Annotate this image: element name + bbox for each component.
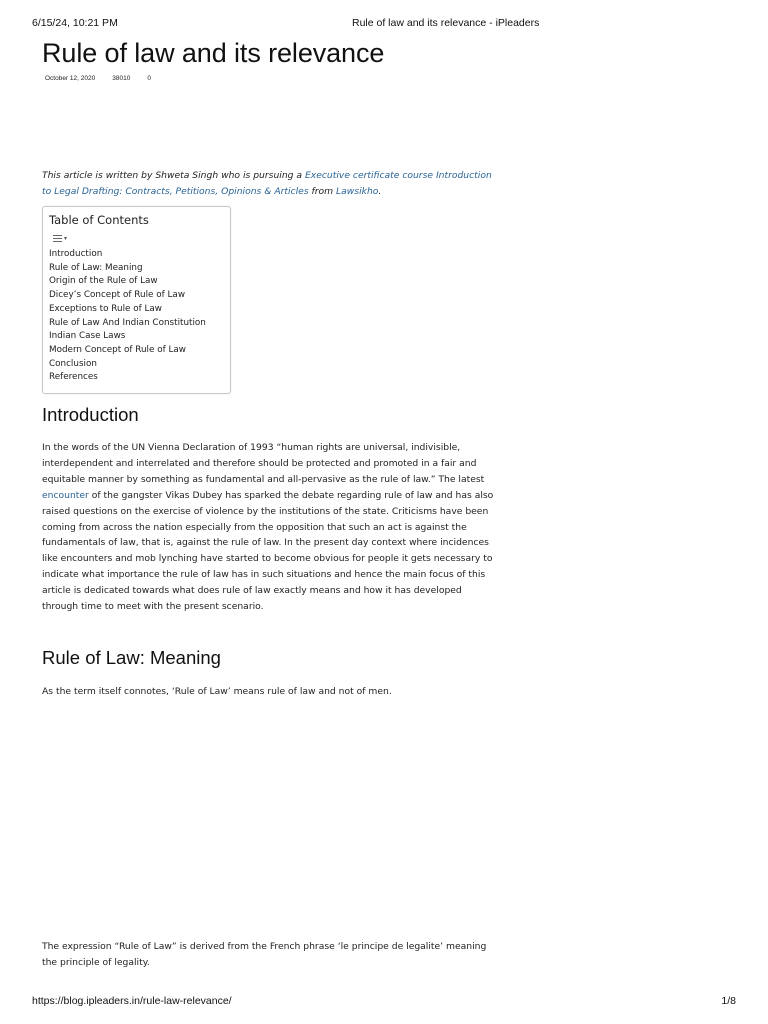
article-title: Rule of law and its relevance [42,38,385,68]
toc-item-references[interactable]: References [49,372,98,383]
legality-paragraph: The expression “Rule of Law” is derived from the French phrase ‘le principe de legalite’ meaning the principle of legality. [42,941,487,968]
introduction-heading: Introduction [42,404,139,425]
toc-title: Table of Contents [49,213,149,227]
toc-item-case-laws[interactable]: Indian Case Laws [49,331,126,342]
lawsikho-link[interactable]: Lawsikho [336,185,379,197]
author-note-suffix: . [378,185,382,197]
list-icon [53,235,62,242]
chevron-down-icon: ▾ [64,235,68,242]
toc-toggle-button[interactable] [53,235,67,242]
meaning-heading: Rule of Law: Meaning [42,647,221,668]
toc-item-indian-constitution[interactable]: Rule of Law And Indian Constitution [49,317,206,328]
toc-item-modern-concept[interactable]: Modern Concept of Rule of Law [49,344,186,355]
meaning-paragraph: As the term itself connotes, ‘Rule of Law’ means rule of law and not of men. [42,686,392,697]
article-views: 38010 [112,75,131,82]
article-meta [45,75,168,82]
article-date: October 12, 2020 [45,75,96,82]
article-comments: 0 [147,75,151,82]
toc-item-dicey[interactable]: Dicey’s Concept of Rule of Law [49,290,186,301]
course-link[interactable]: Executive certificate course Introduction to Legal Drafting: Contracts, Petitions, Opinions & Articles [42,170,492,197]
encounter-link[interactable]: encounter [42,489,89,501]
toc-item-exceptions[interactable]: Exceptions to Rule of Law [49,303,163,314]
print-datetime: 6/15/24, 10:21 PM [32,17,118,29]
introduction-paragraph [42,440,494,615]
table-of-contents [42,206,231,394]
toc-item-conclusion[interactable]: Conclusion [49,358,97,369]
print-page-number: 1/8 [721,995,736,1007]
toc-item-meaning[interactable]: Rule of Law: Meaning [49,262,143,273]
author-note-middle: from [308,185,337,197]
author-note [42,168,502,199]
toc-item-origin[interactable]: Origin of the Rule of Law [49,276,158,287]
print-page-title: Rule of law and its relevance - iPleaders [352,17,540,29]
author-note-prefix: This article is written by Shweta Singh who is pursuing a [42,170,305,182]
introduction-text-end: of the gangster Vikas Dubey has sparked the debate regarding rule of law and has also raised questions on the exercise of violence by the institutions of the state. Criticisms have been coming from across the nation especially from the opposition that such an act is against the fundamentals of law, that is, against the rule of law. In the present day context where incidences like encounters and mob lynching have started to become obvious for people it gets necessary to indicate what importance the rule of law has in such situations and hence the main focus of this article is dedicated towards what does rule of law exactly means and how it has developed through time to meet with the present scenario. [42,489,494,613]
print-url: https://blog.ipleaders.in/rule-law-relevance/ [32,995,232,1007]
introduction-text-start: In the words of the UN Vienna Declaration of 1993 “human rights are universal, indivisible, interdependent and interrelated and therefore should be protected and promoted in a fair and equitable manner by something as fundamental and all-pervasive as the rule of law.” The latest [42,442,485,485]
toc-list [49,248,224,385]
toc-item-introduction[interactable]: Introduction [49,249,103,259]
